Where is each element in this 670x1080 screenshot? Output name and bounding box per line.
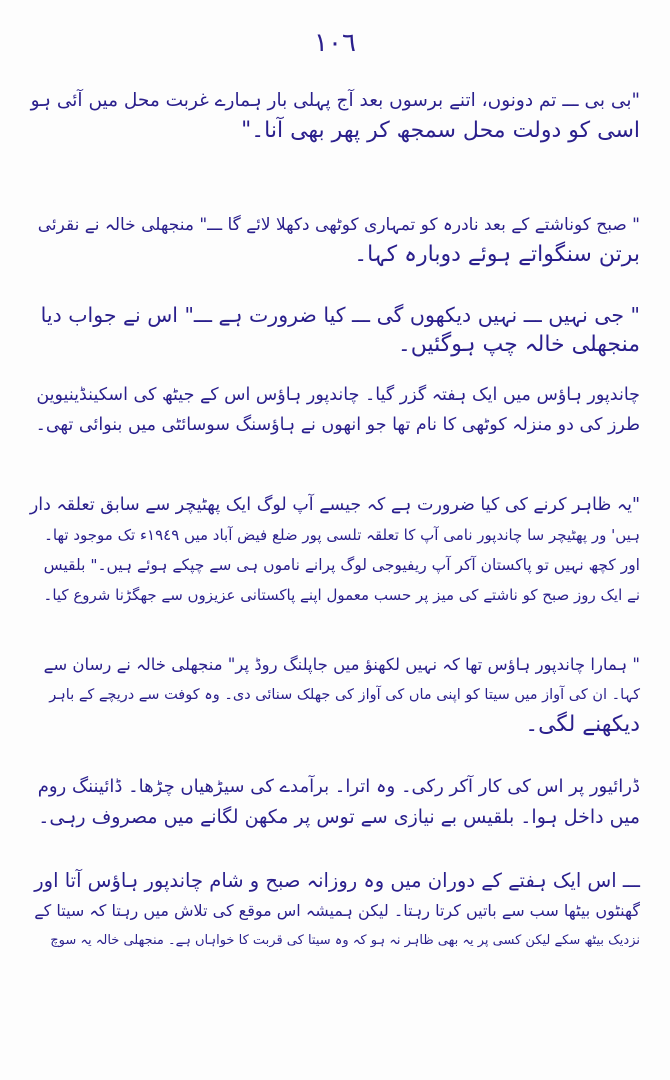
text-line: "یہ ظاہر کرنے کی کیا ضرورت ہے کہ جیسے آپ لوگ ایک پھٹیچر سے سابق تعلقہ دار — [29, 495, 640, 515]
text-line: منجھلی خالہ چپ ہوگئیں۔ — [397, 332, 640, 357]
text-line: کہا۔ ان کی آواز میں سیتا کو اپنی ماں کی آواز کی جھلک سنائی دی۔ وہ کوفت سے دریچے کے باہر — [49, 687, 640, 703]
paragraph — [30, 772, 640, 832]
text-line: " جی نہیں ـــ نہیں دیکھوں گی ـــ کیا ضرورت ہے ـــ" اس نے جواب دیا — [40, 303, 640, 327]
paragraph — [30, 866, 640, 956]
text-line: " صبح کوناشتے کے بعد نادرہ کو تمہاری کوٹھی دکھلا لائے گا ـــ" منجھلی خالہ نے نقرئی — [37, 215, 640, 235]
text-line: چاندپور ہاؤس میں ایک ہفتہ گزر گیا۔ چاندپور ہاؤس اس کے جیٹھ کی اسکینڈینیوین — [36, 385, 640, 405]
paragraph — [30, 300, 640, 360]
paragraph — [30, 490, 640, 610]
text-line: " ہمارا چاندپور ہاؤس تھا کہ نہیں لکھنؤ میں جاپلنگ روڈ پر" منجھلی خالہ نے رسان سے — [43, 655, 640, 674]
paragraph — [30, 210, 640, 270]
text-line: ہیں' ور پھٹیچر سا چاندپور نامی آپ کا تعلقہ تلسی پور ضلع فیض آباد میں ١٩٤٩ء تک موجود تھا۔ — [44, 526, 640, 544]
text-line: میں داخل ہوا۔ بلقیس بے نیازی سے توس پر مکھن لگانے میں مصروف رہی۔ — [38, 806, 640, 828]
text-line: ڈرائیور پر اس کی کار آکر رکی۔ وہ اترا۔ برآمدے کی سیڑھیاں چڑھا۔ ڈائیننگ روم — [37, 776, 640, 797]
paragraph — [30, 380, 640, 440]
text-line: اور کچھ نہیں تو پاکستان آکر آپ ریفیوجی لوگ پرانے ناموں ہی سے چپکے ہوئے ہیں۔" بلقیس — [43, 556, 640, 574]
page-number: ١٠٦ — [314, 28, 356, 58]
text-line: اسی کو دولت محل سمجھ کر پھر بھی آنا۔" — [241, 118, 640, 143]
text-line: نے ایک روز صبح کو ناشتے کی میز پر حسب معمول اپنے پاکستانی عزیزوں سے جھگڑنا شروع کیا۔ — [43, 586, 640, 604]
text-line: دیکھنے لگی۔ — [525, 712, 640, 737]
text-line: نزدیک بیٹھ سکے لیکن کسی پر یہ بھی ظاہر نہ ہو کہ وہ سیتا کی قربت کا خواہاں ہے۔ منجھلی خالہ یہ سوچ — [50, 933, 640, 948]
text-line: "بی بی ـــ تم دونوں، اتنے برسوں بعد آج پہلی بار ہمارے غربت محل میں آئی ہو — [30, 90, 640, 111]
text-line: ـــ اس ایک ہفتے کے دوران میں وہ روزانہ صبح و شام چاندپور ہاؤس آتا اور — [34, 869, 640, 892]
paragraph — [30, 86, 640, 146]
paragraph — [30, 650, 640, 740]
text-line: طرز کی دو منزلہ کوٹھی کا نام تھا جو انھوں نے ہاؤسنگ سوسائٹی میں بنوائی تھی۔ — [35, 415, 640, 435]
text-line: گھنٹوں بیٹھا سب سے باتیں کرتا رہتا۔ لیکن ہمیشہ اس موقع کی تلاش میں رہتا کہ سیتا کے — [34, 901, 640, 920]
text-line: برتن سنگواتے ہوئے دوبارہ کہا۔ — [354, 242, 640, 267]
